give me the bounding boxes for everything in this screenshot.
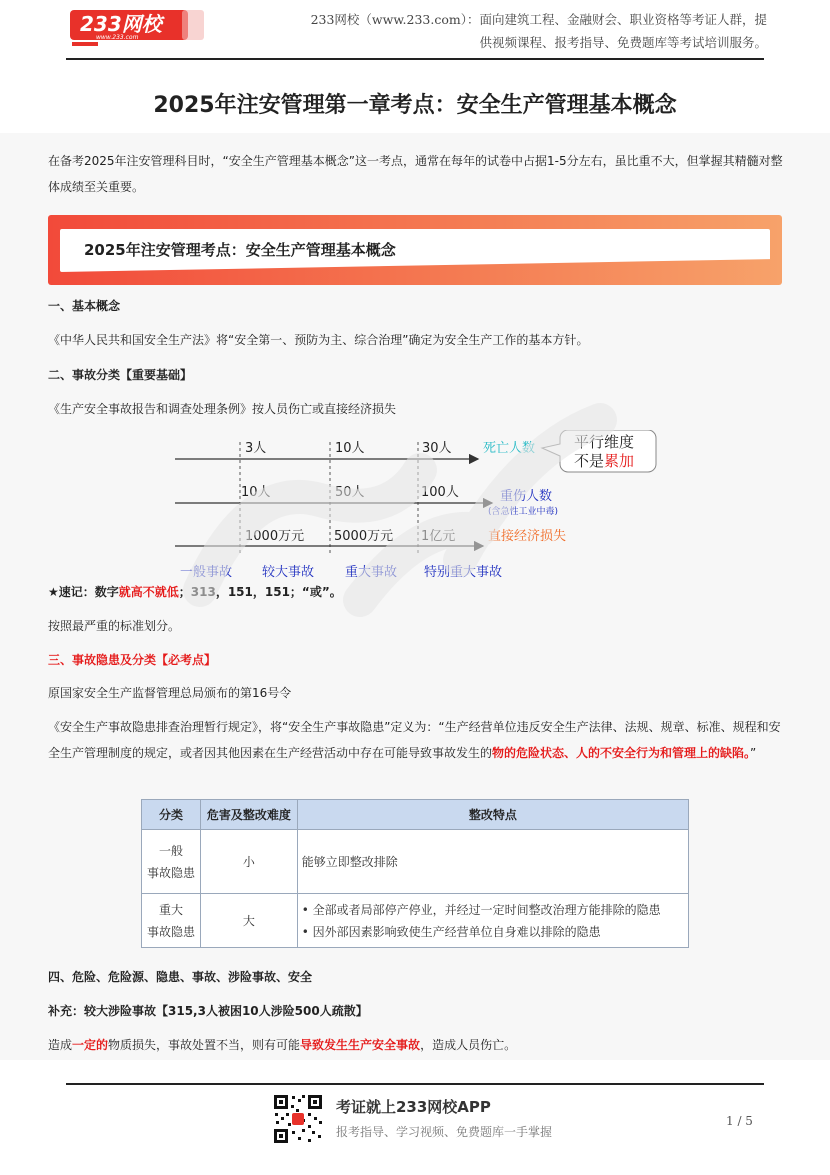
- banner-title: 2025年注安管理考点：安全生产管理基本概念: [84, 241, 396, 259]
- rule-text: 按照最严重的标准划分。: [48, 619, 181, 633]
- injury-threshold-1: 10人: [241, 485, 271, 500]
- highlight-cause-accident: 导致发生生产安全事故: [300, 1038, 421, 1052]
- table-row: [142, 894, 689, 948]
- section-banner: [48, 215, 782, 285]
- supplement-explanation: 造成一定的物质损失，事故处置不当，则有可能导致发生生产安全事故，造成人员伤亡。: [48, 1038, 517, 1052]
- row1-feature: 能够立即整改排除: [297, 830, 688, 894]
- header-type: 分类: [142, 800, 201, 830]
- death-threshold-1: 3人: [245, 441, 267, 456]
- header-description: [275, 8, 767, 54]
- qr-code-icon[interactable]: [272, 1093, 324, 1145]
- supplement-line: 补充：较大涉险事故【315,3人被困10人涉险500人疏散】: [48, 1004, 368, 1018]
- footer-app-subtitle: 报考指导、学习视频、免费题库一手掌握: [336, 1125, 553, 1139]
- highlight-certain: 一定的: [72, 1038, 109, 1052]
- loss-label: 直接经济损失: [488, 529, 567, 544]
- hazard-classification-table: [141, 799, 689, 948]
- memo-prefix: ★速记：数字: [48, 585, 119, 599]
- header-line-1: 233网校（www.233.com）：面向建筑工程、金融财会、职业资格等考证人群，提: [310, 12, 767, 27]
- definition-text: 《安全生产事故隐患排查治理暂行规定》，将“安全生产事故隐患”定义为：“生产经营单位违反安全生产法律、法规、规章、标准、规程和安全生产管理制度的规定，或者因其他因素在生产经营活动中存在可能导致事故发生的: [48, 720, 781, 760]
- loss-threshold-3: 1亿元: [421, 529, 456, 544]
- logo-text: 233网校: [80, 12, 162, 36]
- footer-app-title: 考证就上233网校APP: [336, 1098, 491, 1116]
- injury-label: 重伤人数: [500, 489, 553, 504]
- section-4-heading: 四、危险、危险源、隐患、事故、涉险事故、安全: [48, 970, 313, 984]
- page-number: 1 / 5: [726, 1114, 753, 1128]
- injury-note: (含急性工业中毒): [488, 507, 559, 517]
- footer-divider: [66, 1083, 764, 1085]
- section-3-definition: [48, 714, 788, 766]
- section-3-heading: 三、事故隐患及分类【必考点】: [48, 653, 217, 667]
- definition-close-quote: ”: [750, 746, 757, 760]
- section-2-text: 《生产安全事故报告和调查处理条例》按人员伤亡或直接经济损失: [48, 402, 397, 416]
- level-general: 一般事故: [180, 565, 233, 580]
- death-label: 死亡人数: [483, 441, 536, 456]
- header-features: 整改特点: [297, 800, 688, 830]
- intro-paragraph: 在备考2025年注安管理科目时，“安全生产管理基本概念”这一考点，通常在每年的试卷中占据1-5分左右，虽比重不大，但掌握其精髓对整体成绩至关重要。: [48, 154, 783, 194]
- injury-threshold-2: 50人: [335, 485, 365, 500]
- table-header-row: [142, 800, 689, 830]
- definition-highlight: 物的危险状态、人的不安全行为和管理上的缺陷。: [492, 746, 751, 760]
- accident-classification-diagram: [170, 430, 690, 586]
- death-threshold-3: 30人: [422, 441, 452, 456]
- callout-line-2: [574, 452, 634, 470]
- section-3-line-1: 原国家安全生产监督管理总局颁布的第16号令: [48, 686, 292, 700]
- header-line-2: 供视频课程、报考指导、免费题库等考试培训服务。: [479, 35, 767, 50]
- row2-type: 重大 事故隐患: [142, 894, 201, 948]
- level-larger: 较大事故: [262, 565, 315, 580]
- table-row: [142, 830, 689, 894]
- section-2-heading: 二、事故分类【重要基础】: [48, 368, 193, 382]
- section-1-text: 《中华人民共和国安全生产法》将“安全第一、预防为主、综合治理”确定为安全生产工作的基本方针。: [48, 333, 589, 347]
- level-extra-major: 特别重大事故: [424, 565, 503, 580]
- callout-line-1: 平行维度: [574, 433, 635, 451]
- logo-url-text: www.233.com: [96, 34, 139, 41]
- row2-feature: • 全部或者局部停产停业，并经过一定时间整改治理方能排除的隐患 • 因外部因素影响致使生产经营单位自身难以排除的隐患: [297, 894, 688, 948]
- memo-highlight: 就高不就低: [118, 585, 179, 599]
- callout-prefix: 不是: [574, 452, 605, 470]
- header-divider: [66, 58, 764, 60]
- header-difficulty: 危害及整改难度: [200, 800, 297, 830]
- death-threshold-2: 10人: [335, 441, 365, 456]
- brand-logo: [70, 8, 204, 46]
- loss-threshold-2: 5000万元: [334, 529, 394, 544]
- row1-type: 一般 事故隐患: [142, 830, 201, 894]
- memo-suffix: ；313，151，151；“或”。: [178, 585, 342, 599]
- level-major: 重大事故: [345, 565, 398, 580]
- section-1-heading: 一、基本概念: [48, 299, 121, 313]
- memo-line: [48, 579, 788, 605]
- loss-threshold-1: 1000万元: [245, 529, 305, 544]
- page-title: 2025年注安管理第一章考点：安全生产管理基本概念: [153, 93, 677, 118]
- injury-threshold-3: 100人: [421, 485, 459, 500]
- row2-level: 大: [200, 894, 297, 948]
- callout-red: 累加: [604, 452, 635, 470]
- row1-level: 小: [200, 830, 297, 894]
